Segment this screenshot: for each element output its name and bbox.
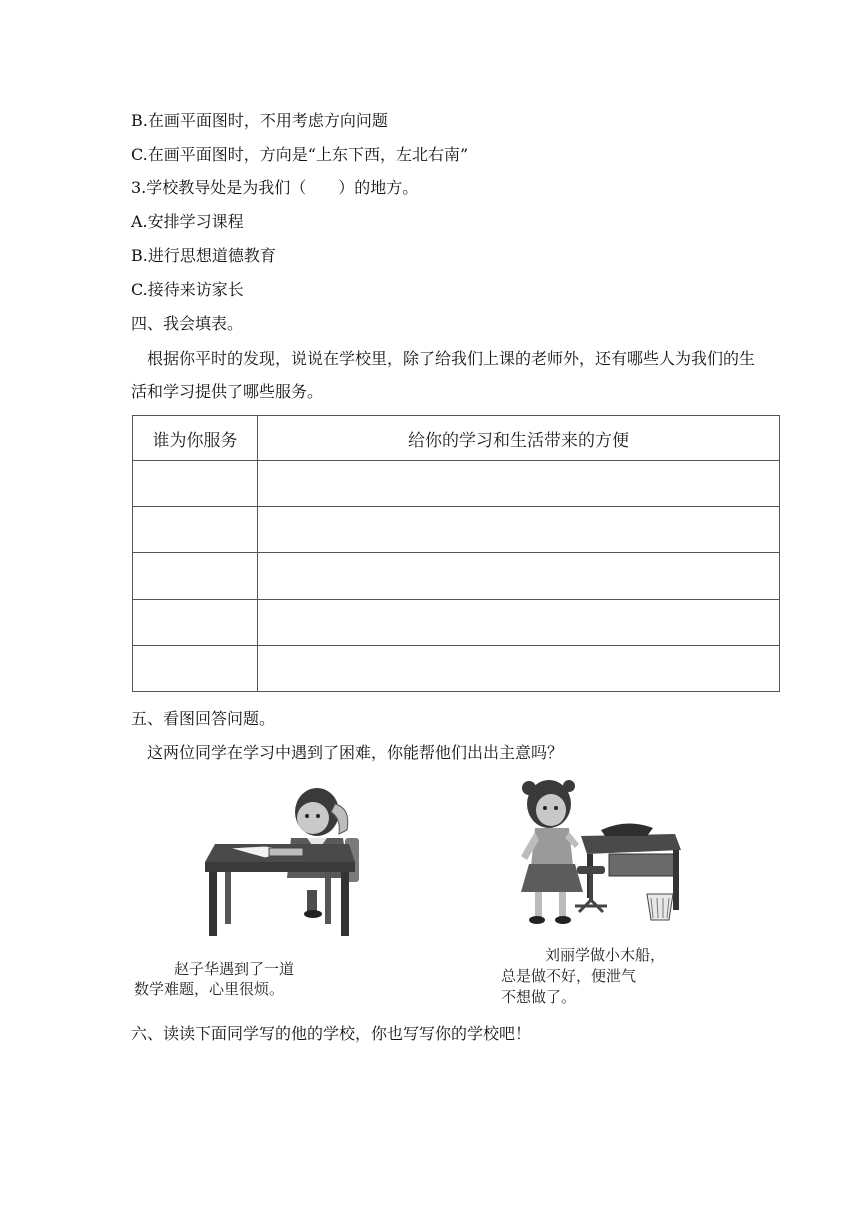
table-row	[133, 461, 780, 507]
who-cell[interactable]	[133, 507, 258, 553]
table-row	[133, 599, 780, 645]
caption-girl-line-3: 不想做了。	[501, 988, 577, 1006]
caption-girl-line-1: 刘丽学做小木船，	[545, 946, 666, 964]
illustration-panel	[131, 772, 689, 1013]
table-row	[133, 645, 780, 691]
caption-boy-line-2: 数学难题，心里很烦。	[134, 980, 285, 998]
section-6-heading: 六、读读下面同学写的他的学校，你也写写你的学校吧！	[131, 1024, 532, 1043]
who-cell[interactable]	[133, 553, 258, 599]
service-table	[132, 415, 780, 692]
header-benefit: 给你的学习和生活带来的方便	[258, 416, 780, 461]
benefit-cell[interactable]	[258, 461, 780, 507]
question-3-option-c: C.接待来访家长	[131, 280, 244, 299]
who-cell[interactable]	[133, 461, 258, 507]
question-3-option-b: B.进行思想道德教育	[131, 246, 276, 265]
section-4-heading: 四、我会填表。	[131, 314, 244, 333]
section-5-instructions: 这两位同学在学习中遇到了困难，你能帮他们出出主意吗？	[147, 743, 564, 762]
girl-illustration	[497, 774, 697, 939]
benefit-cell[interactable]	[258, 645, 780, 691]
section-4-instructions: 根据你平时的发现，说说在学校里，除了给我们上课的老师外，还有哪些人为我们的生活和学习提供了哪些服务。	[131, 349, 756, 401]
section-5-heading: 五、看图回答问题。	[131, 709, 276, 728]
who-cell[interactable]	[133, 599, 258, 645]
question-3: 3.学校教导处是为我们（ ）的地方。	[131, 178, 419, 197]
option-b: B.在画平面图时，不用考虑方向问题	[131, 111, 388, 130]
caption-girl-line-2: 总是做不好，便泄气	[501, 967, 637, 985]
table-row	[133, 507, 780, 553]
caption-boy-line-1: 赵子华遇到了一道	[174, 960, 295, 978]
question-3-option-a: A.安排学习课程	[131, 212, 244, 231]
header-who-serves: 谁为你服务	[133, 416, 258, 461]
option-c: C.在画平面图时，方向是“上东下西，左北右南”	[131, 145, 469, 164]
boy-studying-illustration	[195, 778, 395, 943]
benefit-cell[interactable]	[258, 599, 780, 645]
table-row	[133, 553, 780, 599]
who-cell[interactable]	[133, 645, 258, 691]
table-header-row	[133, 416, 780, 461]
benefit-cell[interactable]	[258, 507, 780, 553]
benefit-cell[interactable]	[258, 553, 780, 599]
